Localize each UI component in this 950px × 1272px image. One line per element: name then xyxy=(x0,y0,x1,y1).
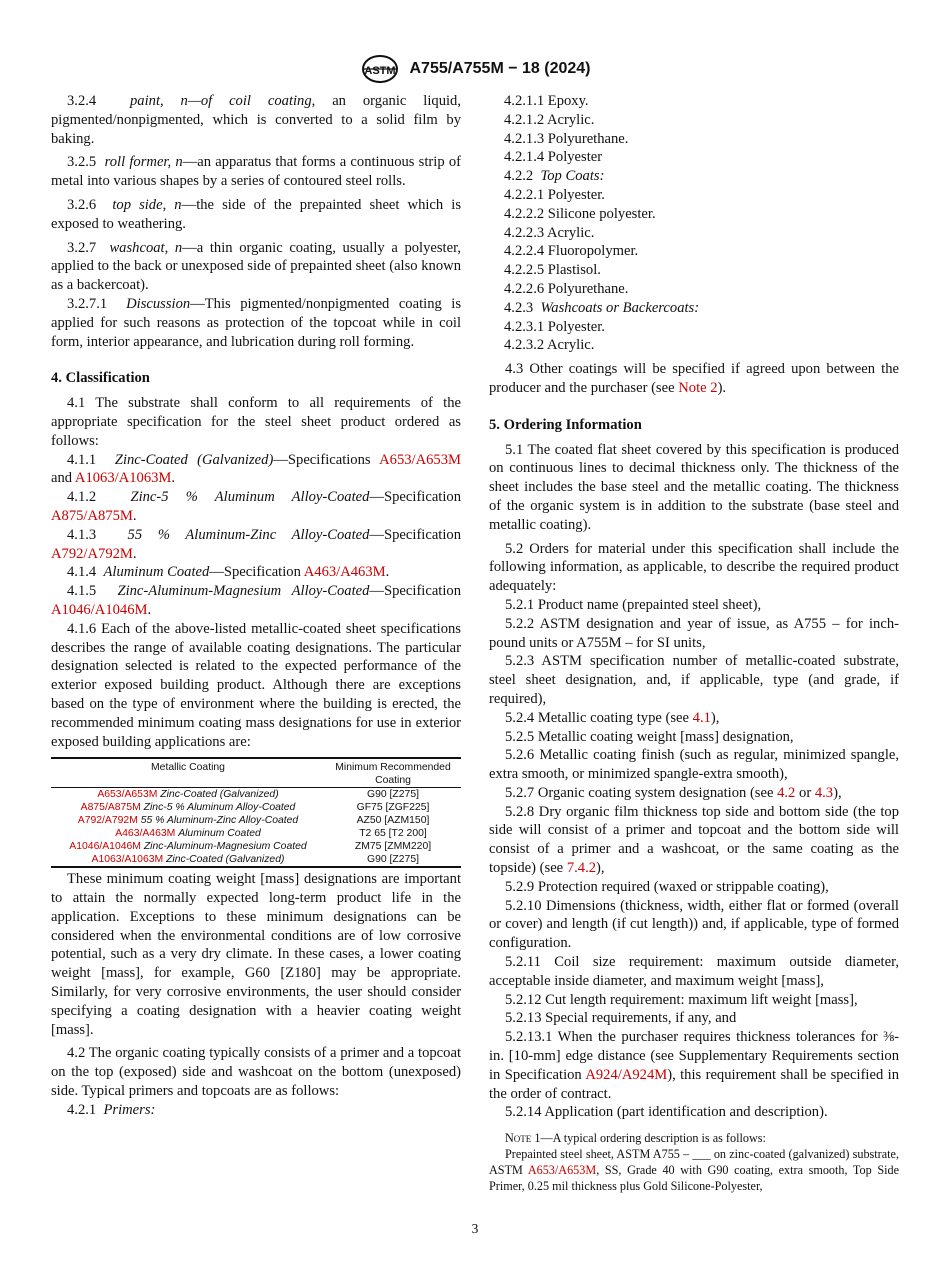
table-link[interactable]: A1063/A1063M xyxy=(91,854,164,866)
para-4-2-1: 4.2.1 Primers: xyxy=(67,1101,156,1118)
para-4-1-6: 4.1.6 Each of the above-listed metallic-coated sheet specifications describes the range of available coating designations. The particular designation selected is related to the expected performance of the exterior exposed building product. Although there are exceptions based on the type of environment where the building is erected, the recommended minimum coating mass designations for use in exterior exposed building applications are: xyxy=(51,620,461,750)
para-4-1-6-cont: These minimum coating weight [mass] designations are important to attain the normally expected long-term product life in the application. Exceptions to these minimum designations can be considered when the environmental conditions are of low corrosive potential, such as a very dry climate. In these cases, a lower coating weight [mass], for example, G60 [Z180] may be appropriate. Similarly, for very corrosive environments, the user should consider specifying a coating designation with a heavier coating weight [mass]. xyxy=(51,871,461,1038)
table-row: A875/A875M Zinc-5 % Aluminum Alloy-Coated GF75 [ZGF225] xyxy=(80,802,430,814)
list-item: 4.2.2.5 Plastisol. xyxy=(504,262,601,279)
para-5-2-13-1: 5.2.13.1 When the purchaser requires thickness tolerances for ⅜-in. [10-mm] edge distance (see Supplementary Requirements section in Specification A924/A924M), this requirement shall be specified in the order of contract. xyxy=(489,1029,899,1102)
para-5-2-4: 5.2.4 Metallic coating type (see 4.1), xyxy=(505,709,720,726)
table-header-minimum: Minimum Recommended Coating xyxy=(325,758,461,788)
table-link[interactable]: A875/A875M xyxy=(80,802,141,814)
para-3-2-5: 3.2.5 roll former, n—an apparatus that forms a continuous strip of metal into various shapes by a series of contoured steel rolls. xyxy=(51,154,461,190)
link-4-1[interactable]: 4.1 xyxy=(692,709,711,726)
para-5-2-13: 5.2.13 Special requirements, if any, and xyxy=(505,1010,737,1027)
list-item: 4.2.3.2 Acrylic. xyxy=(504,337,595,354)
section-5-title: 5. Ordering Information xyxy=(489,416,642,433)
para-4-2: 4.2 The organic coating typically consists of a primer and a topcoat on the top (exposed) side and washcoat on the bottom (unexposed) side. Typical primers and topcoats are as follows: xyxy=(51,1045,461,1100)
note-1-intro: Note 1—A typical ordering description is as follows: xyxy=(505,1131,766,1146)
para-4-3: 4.3 Other coatings will be specified if agreed upon between the producer and the purchaser (see Note 2). xyxy=(489,361,899,396)
para-3-2-4: 3.2.4 paint, n—of coil coating, an organic liquid, pigmented/nonpigmented, which is converted to a solid film by baking. xyxy=(51,93,461,147)
para-5-2-12: 5.2.12 Cut length requirement: maximum lift weight [mass], xyxy=(505,991,858,1008)
para-4-1-4: 4.1.4 Aluminum Coated—Specification A463/A463M. xyxy=(67,564,390,581)
table-link[interactable]: A653/A653M xyxy=(97,789,158,801)
standard-designation: A755/A755M − 18 (2024) xyxy=(409,60,591,77)
table-link[interactable]: A792/A792M xyxy=(77,815,138,827)
para-5-2-11: 5.2.11 Coil size requirement: maximum outside diameter, acceptable inside diameter, and maximum weight [mass], xyxy=(489,954,899,989)
link-a1046[interactable]: A1046/A1046M xyxy=(51,601,148,618)
link-a875[interactable]: A875/A875M xyxy=(51,507,133,524)
astm-logo xyxy=(360,54,400,84)
table-row: A653/A653M Zinc-Coated (Galvanized) G90 [Z275] xyxy=(97,789,419,801)
para-5-2-6: 5.2.6 Metallic coating finish (such as regular, minimized spangle, extra smooth, or minimized spangle-extra smooth), xyxy=(489,747,899,783)
table-row: A1063/A1063M Zinc-Coated (Galvanized) G90 [Z275] xyxy=(51,853,461,867)
para-5-2-3: 5.2.3 ASTM specification number of metallic-coated substrate, steel sheet designation, and, if applicable, type (and grade, if required), xyxy=(489,653,899,707)
para-4-1: 4.1 The substrate shall conform to all requirements of the appropriate specification for the steel sheet product ordered as follows: xyxy=(51,395,461,449)
list-item: 4.2.2.6 Polyurethane. xyxy=(504,280,629,297)
link-4-3[interactable]: 4.3 xyxy=(814,784,834,801)
link-7-4-2[interactable]: 7.4.2 xyxy=(566,860,597,877)
para-5-2-7: 5.2.7 Organic coating system designation (see 4.2 or 4.3), xyxy=(505,784,842,801)
link-a792[interactable]: A792/A792M xyxy=(51,545,133,562)
para-5-2-9: 5.2.9 Protection required (waxed or strippable coating), xyxy=(505,878,829,895)
link-4-2[interactable]: 4.2 xyxy=(777,784,796,801)
para-3-2-6: 3.2.6 top side, n—the side of the prepainted sheet which is exposed to weathering. xyxy=(51,196,461,232)
table-row: A463/A463M Aluminum Coated T2 65 [T2 200] xyxy=(115,828,427,840)
list-item: 4.2.1.1 Epoxy. xyxy=(504,93,589,109)
para-4-1-5: 4.1.5 Zinc-Aluminum-Magnesium Alloy-Coated—Specification A1046/A1046M. xyxy=(51,583,462,618)
table-link[interactable]: A1046/A1046M xyxy=(69,841,141,853)
link-a653[interactable]: A653/A653M xyxy=(379,451,461,468)
page-number: 3 xyxy=(471,1221,479,1236)
para-3-2-7-1: 3.2.7.1 Discussion—This pigmented/nonpigmented coating is applied for such reasons as protection of the topcoat while in coil form, interior appearance, and lubrication during roll forming. xyxy=(51,295,461,350)
list-item: 4.2.2.2 Silicone polyester. xyxy=(504,205,656,222)
para-5-2: 5.2 Orders for material under this specification shall include the following information, as applicable, to describe the required product adequately: xyxy=(489,540,899,595)
right-column xyxy=(489,92,899,1194)
list-item: 4.2.2.4 Fluoropolymer. xyxy=(504,243,639,260)
link-a1063[interactable]: A1063/A1063M xyxy=(74,470,172,487)
svg-text:ASTM: ASTM xyxy=(363,65,396,77)
note-1-text: Prepainted steel sheet, ASTM A755 – ___ on zinc-coated (galvanized) substrate, ASTM A653/A653M, SS, Grade 40 with G90 coating, extra smooth, Top Side Primer, 0.25 mil thickness plus Gold Silicone-Polyester, xyxy=(489,1147,899,1194)
link-a463[interactable]: A463/A463M xyxy=(303,564,386,581)
link-note-a653[interactable]: A653/A653M xyxy=(527,1163,597,1178)
table-row: A792/A792M 55 % Aluminum-Zinc Alloy-Coated AZ50 [AZM150] xyxy=(77,815,430,827)
table-link[interactable]: A463/A463M xyxy=(115,828,176,840)
list-item: 4.2.1.3 Polyurethane. xyxy=(504,130,629,147)
table-header-metallic: Metallic Coating xyxy=(51,758,325,788)
list-item: 4.2.1.2 Acrylic. xyxy=(504,111,595,128)
para-5-2-10: 5.2.10 Dimensions (thickness, width, either flat or formed (overall or cover) and length (if cut length)) and, if applicable, type of formed configuration. xyxy=(489,897,899,952)
para-5-1: 5.1 The coated flat sheet covered by this specification is produced on continuous lines to decimal thickness only. The thickness of the sheet includes the base steel and the metallic coating. The thickness of the organic system is in addition to the substrate (base steel and metallic coating). xyxy=(489,441,899,533)
para-3-2-7: 3.2.7 washcoat, n—a thin organic coating, usually a polyester, applied to the back or unexposed side of prepainted sheet (also known as a backercoat). xyxy=(51,239,462,294)
para-4-1-3: 4.1.3 55 % Aluminum-Zinc Alloy-Coated—Specification A792/A792M. xyxy=(51,526,462,562)
left-column xyxy=(51,92,461,1120)
para-4-1-2: 4.1.2 Zinc-5 % Aluminum Alloy-Coated—Specification A875/A875M. xyxy=(51,489,462,524)
para-5-2-1: 5.2.1 Product name (prepainted steel sheet), xyxy=(505,596,762,613)
list-item: 4.2.2.3 Acrylic. xyxy=(504,224,595,241)
link-note-2[interactable]: Note 2 xyxy=(678,379,718,396)
note-1 xyxy=(489,1130,899,1194)
list-item: 4.2.3.1 Polyester. xyxy=(504,318,605,335)
para-5-2-5: 5.2.5 Metallic coating weight [mass] designation, xyxy=(505,728,794,745)
para-5-2-8: 5.2.8 Dry organic film thickness top side and bottom side (the top side will consist of a primer and topcoat and the bottom side will consist of a primer and a washcoat, or the same coating as the topside) (see 7.4.2), xyxy=(489,803,899,877)
section-4-title: 4. Classification xyxy=(51,370,150,387)
list-item: 4.2.2.1 Polyester. xyxy=(504,186,605,203)
para-5-2-2: 5.2.2 ASTM designation and year of issue, as A755 – for inch-pound units or A755M – for SI units, xyxy=(489,615,899,651)
para-4-1-1: 4.1.1 Zinc-Coated (Galvanized)—Specifications A653/A653M and A1063/A1063M. xyxy=(51,451,461,487)
table-row: A1046/A1046M Zinc-Aluminum-Magnesium Coated ZM75 [ZMM220] xyxy=(69,841,432,853)
para-4-2-3: 4.2.3 Washcoats or Backercoats: xyxy=(504,299,700,316)
link-a924[interactable]: A924/A924M xyxy=(585,1066,668,1083)
para-4-2-2: 4.2.2 Top Coats: xyxy=(504,168,605,185)
page-header xyxy=(0,54,950,84)
para-5-2-14: 5.2.14 Application (part identification and description). xyxy=(505,1104,828,1121)
list-item: 4.2.1.4 Polyester xyxy=(504,149,603,166)
coating-table xyxy=(51,757,461,868)
